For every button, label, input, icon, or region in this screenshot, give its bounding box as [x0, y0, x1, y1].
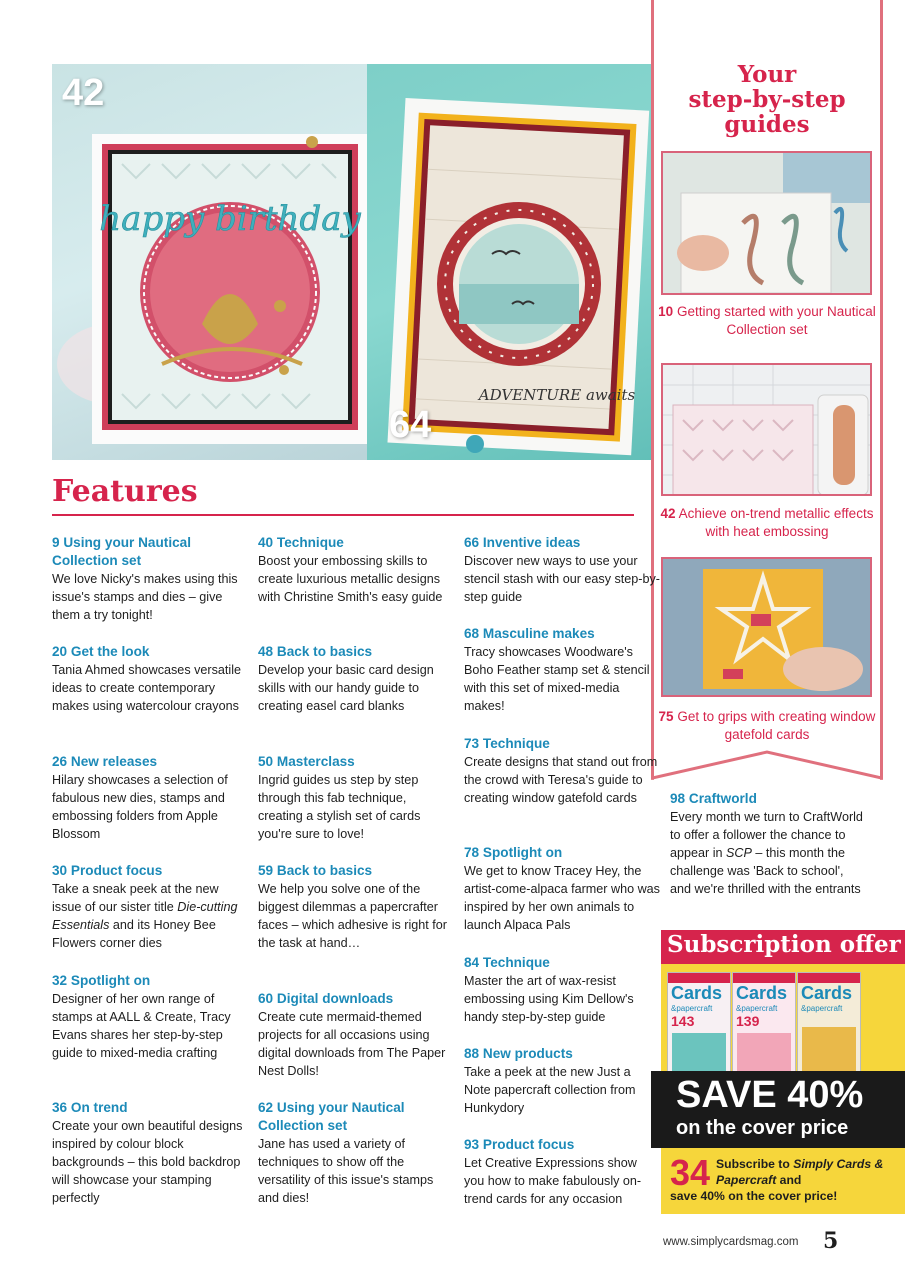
entry-page-number: 36 [52, 1100, 68, 1115]
entry-page-number: 93 [464, 1137, 480, 1152]
entry-description: Let Creative Expressions show you how to make fabulously on-trend cards for any occasion [464, 1156, 642, 1206]
entry-page-number: 50 [258, 754, 274, 769]
entry-page-number: 84 [464, 955, 480, 970]
entry-description: Designer of her own range of stamps at AALL & Create, Tracy Evans shares her step-by-step guide to mixed-media crafting [52, 992, 231, 1060]
feature-entry [52, 753, 248, 843]
entry-description: Take a peek at the new Just a Note papercraft collection from Hunkydory [464, 1065, 636, 1115]
magazine-issue-number: 139 [736, 1013, 760, 1029]
magazine-cover-subtitle: &papercraft [801, 1004, 843, 1013]
magazine-cover-thumbnail [667, 972, 731, 1084]
card-sentiment-text: ADVENTURE awaits [478, 386, 636, 404]
entry-heading: Technique [482, 955, 550, 970]
magazine-cover-thumbnail [732, 972, 796, 1084]
magazine-cover-title: Cards [801, 983, 853, 1003]
magazine-cover-thumbnail [797, 972, 861, 1084]
guide-page-number: 10 [658, 304, 674, 319]
entry-description-title: Die-cutting Essentials [52, 900, 238, 932]
entry-heading: Inventive ideas [482, 535, 581, 550]
entry-page-number: 59 [258, 863, 274, 878]
feature-entry [52, 643, 248, 715]
guide-page-number: 75 [658, 709, 674, 724]
features-divider [52, 514, 634, 516]
feature-entry [258, 643, 454, 715]
entry-heading: Back to basics [276, 863, 373, 878]
magazine-cover-subtitle: &papercraft [671, 1004, 713, 1013]
entry-description: Ingrid guides us step by step through this fab technique, creating a stylish set of cards you're sure to love! [258, 773, 421, 841]
feature-photo-happy-birthday [52, 64, 386, 460]
entry-description: Tracy showcases Woodware's Boho Feather stamp set & stencil with this set of mixed-media makes! [464, 645, 650, 713]
subscription-text: and [776, 1173, 802, 1187]
entry-description: Hilary showcases a selection of fabulous new dies, stamps and embossing folders from Apple Blossom [52, 773, 228, 841]
page-ref-number: 64 [389, 404, 432, 446]
feature-entry [464, 534, 660, 606]
feature-entry [52, 972, 248, 1062]
entry-heading: New releases [70, 754, 158, 769]
feature-entry [464, 954, 660, 1026]
entry-description-title: SCP [726, 846, 752, 860]
entry-heading: Get the look [70, 644, 150, 659]
entry-heading: New products [482, 1046, 573, 1061]
subscription-text: Subscribe to [716, 1157, 794, 1171]
entry-heading: Using your Nautical Collection set [52, 535, 191, 568]
entry-page-number: 62 [258, 1100, 274, 1115]
guides-sidebar-notch [651, 740, 883, 780]
entry-page-number: 9 [52, 535, 60, 550]
guide-caption-3 [655, 708, 879, 744]
feature-entry [258, 990, 454, 1080]
entry-page-number: 98 [670, 791, 686, 806]
magazine-cover-title: Cards [671, 983, 723, 1003]
feature-photo-porthole [367, 64, 656, 460]
entry-page-number: 73 [464, 736, 480, 751]
save-headline: SAVE 40% [676, 1074, 864, 1116]
subscription-description [716, 1156, 896, 1188]
entry-heading: Spotlight on [482, 845, 563, 860]
card-illustration [52, 64, 386, 460]
entry-page-number: 88 [464, 1046, 480, 1061]
magazine-cover-title: Cards [736, 983, 788, 1003]
guide-caption-2 [655, 505, 879, 541]
entry-description: We get to know Tracey Hey, the artist-come-alpaca farmer who was inspired by her own animals to launch Alpaca Pals [464, 864, 660, 932]
footer-website: www.simplycardsmag.com [663, 1236, 799, 1248]
entry-description: Boost your embossing skills to create luxurious metallic designs with Christine Smith's easy guide [258, 554, 443, 604]
guides-title-line: step-by-step [688, 86, 846, 113]
card-sentiment-text: happy birthday [99, 199, 361, 239]
guides-title [651, 62, 883, 137]
entry-page-number: 48 [258, 644, 274, 659]
feature-entry [258, 534, 454, 606]
entry-heading: Craftworld [688, 791, 757, 806]
entry-description: We love Nicky's makes using this issue's stamps and dies – give them a try tonight! [52, 572, 238, 622]
guides-title-line: Your [737, 61, 797, 88]
guide-caption-1 [655, 303, 879, 339]
entry-description: Create designs that stand out from the crowd with Teresa's guide to creating window gatefold cards [464, 755, 658, 805]
entry-description: Create cute mermaid-themed projects for all occasions using digital downloads from The Paper Nest Dolls! [258, 1010, 446, 1078]
feature-entry [464, 625, 660, 715]
features-heading: Features [52, 474, 198, 509]
guides-title-line: guides [724, 111, 810, 138]
subscription-magazine-name: Simply Cards & Papercraft [716, 1157, 884, 1187]
entry-heading: Spotlight on [70, 973, 151, 988]
entry-page-number: 60 [258, 991, 274, 1006]
entry-page-number: 68 [464, 626, 480, 641]
feature-entry [464, 735, 660, 807]
entry-page-number: 26 [52, 754, 68, 769]
entry-heading: Digital downloads [276, 991, 394, 1006]
entry-heading: Back to basics [276, 644, 373, 659]
entry-description: Tania Ahmed showcases versatile ideas to create contemporary makes using watercolour crayons [52, 663, 242, 713]
entry-description [52, 880, 248, 952]
entry-heading: On trend [70, 1100, 128, 1115]
card-illustration [367, 64, 656, 460]
entry-description: Develop your basic card design skills with our handy guide to creating easel card blanks [258, 663, 434, 713]
subscription-title: Subscription offer [667, 931, 901, 958]
feature-entry [52, 534, 248, 624]
subscription-page-number: 34 [670, 1152, 711, 1193]
entry-page-number: 32 [52, 973, 68, 988]
entry-page-number: 66 [464, 535, 480, 550]
subscription-description-line2: save 40% on the cover price! [670, 1189, 838, 1203]
entry-heading: Masterclass [276, 754, 355, 769]
guide-caption-text: Getting started with your Nautical Collection set [676, 304, 876, 337]
magazine-cover-subtitle: &papercraft [736, 1004, 778, 1013]
entry-description-text: and its Honey Bee Flowers corner dies [52, 918, 216, 950]
entry-heading: Product focus [70, 863, 163, 878]
entry-description: Master the art of wax-resist embossing using Kim Dellow's handy step-by-step guide [464, 974, 634, 1024]
feature-entry [258, 1099, 454, 1207]
entry-heading: Technique [482, 736, 550, 751]
entry-description: Discover new ways to use your stencil stash with our easy step-by-step guide [464, 554, 660, 604]
feature-entry [52, 1099, 248, 1207]
save-subline: on the cover price [676, 1117, 849, 1139]
feature-entry [258, 753, 454, 843]
entry-heading: Using your Nautical Collection set [258, 1100, 405, 1133]
entry-page-number: 30 [52, 863, 68, 878]
entry-description-text: Take a sneak peek at the new issue of our sister title [52, 882, 219, 914]
entry-heading: Product focus [482, 1137, 575, 1152]
entry-heading: Masculine makes [482, 626, 595, 641]
feature-entry [464, 844, 660, 934]
feature-entry [258, 862, 454, 952]
feature-entry [464, 1136, 660, 1208]
entry-page-number: 78 [464, 845, 480, 860]
feature-entry [52, 862, 248, 952]
entry-description-text: – this month the challenge was 'Back to school', and we're thrilled with the entrants [670, 846, 861, 896]
footer-page-number: 5 [823, 1228, 839, 1254]
feature-entry [670, 790, 866, 898]
page-ref-number: 42 [62, 72, 105, 114]
magazine-issue-number: 143 [671, 1013, 695, 1029]
entry-heading: Technique [276, 535, 344, 550]
guide-thumbnail-1 [661, 151, 872, 295]
entry-page-number: 40 [258, 535, 274, 550]
guide-thumbnail-3 [661, 557, 872, 697]
guide-caption-text: Achieve on-trend metallic effects with heat embossing [678, 506, 874, 539]
entry-description: We help you solve one of the biggest dilemmas a papercrafter faces – which adhesive is right for the task at hand… [258, 882, 447, 950]
guide-page-number: 42 [660, 506, 676, 521]
entry-description-text: Every month we turn to CraftWorld to offer a follower the chance to appear in [670, 810, 863, 860]
entry-description [670, 808, 866, 898]
guide-thumbnail-2 [661, 363, 872, 496]
guide-caption-text: Get to grips with creating window gatefold cards [677, 709, 876, 742]
feature-entry [464, 1045, 660, 1117]
entry-description: Jane has used a variety of techniques to show off the versatility of this issue's stamps and dies! [258, 1137, 434, 1205]
entry-page-number: 20 [52, 644, 68, 659]
entry-description: Create your own beautiful designs inspired by colour block backgrounds – this bold backdrop will showcase your stamping perfectly [52, 1119, 243, 1205]
